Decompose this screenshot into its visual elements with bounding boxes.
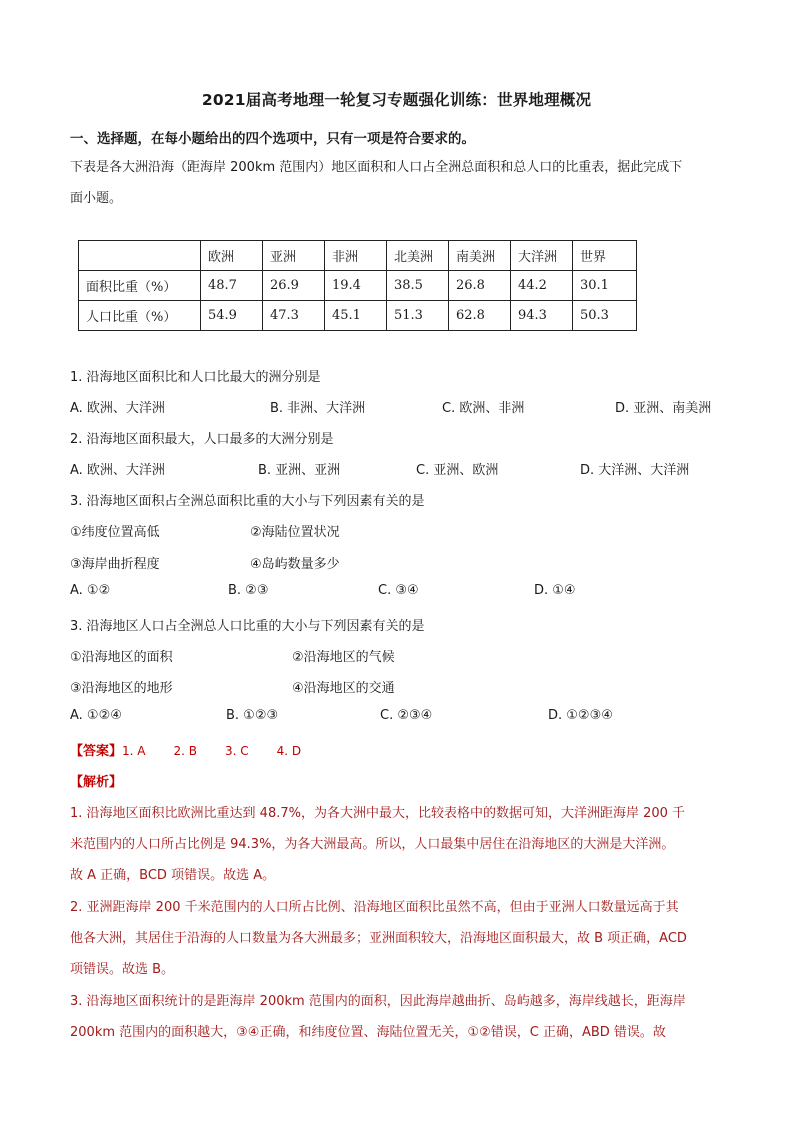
table-header-cell: 非洲: [325, 241, 387, 271]
table-cell: 面积比重（%）: [79, 271, 201, 301]
table-header-cell: 世界: [573, 241, 637, 271]
answer-label: 【答案】: [70, 744, 123, 759]
answer-4: 4. D: [276, 744, 302, 758]
intro-text-line-1: 下表是各大洲沿海（距海岸 200km 范围内）地区面积和人口占全洲总面积和总人口的比重表，据此完成下: [70, 160, 683, 175]
explanation-3-line-1: 3. 沿海地区面积统计的是距海岸 200km 范围内的面积，因此海岸越曲折、岛屿越多，海岸线越长，距海岸: [70, 994, 686, 1009]
question-2-option-b: B. 亚洲、亚洲: [258, 463, 341, 478]
table-row: [79, 271, 637, 301]
table-cell: 50.3: [573, 301, 637, 331]
table-header-cell: 南美洲: [449, 241, 511, 271]
question-4-factor-1: ①沿海地区的面积: [70, 650, 173, 665]
question-3-stem: 3. 沿海地区面积占全洲总面积比重的大小与下列因素有关的是: [70, 494, 425, 509]
question-4-factor-4: ④沿海地区的交通: [292, 681, 395, 696]
table-header-cell: 亚洲: [263, 241, 325, 271]
question-3-factor-1: ①纬度位置高低: [70, 525, 160, 540]
data-table: [78, 240, 637, 331]
explanation-1-line-1: 1. 沿海地区面积比欧洲比重达到 48.7%，为各大洲中最大，比较表格中的数据可知，大洋洲距海岸 200 千: [70, 806, 686, 821]
table-cell: 44.2: [511, 271, 573, 301]
table-cell: 26.9: [263, 271, 325, 301]
question-3-factor-2: ②海陆位置状况: [250, 525, 340, 540]
question-2-option-d: D. 大洋洲、大洋洲: [580, 463, 690, 478]
answer-line: [70, 740, 301, 759]
question-1-option-a: A. 欧洲、大洋洲: [70, 401, 165, 416]
question-4-factor-2: ②沿海地区的气候: [292, 650, 395, 665]
answer-2: 2. B: [173, 744, 197, 758]
question-4-option-d: D. ①②③④: [548, 708, 613, 723]
answer-1: 1. A: [122, 744, 146, 758]
answer-3: 3. C: [225, 744, 249, 758]
question-2-option-a: A. 欧洲、大洋洲: [70, 463, 165, 478]
question-4-factor-3: ③沿海地区的地形: [70, 681, 173, 696]
question-3-option-a: A. ①②: [70, 583, 111, 598]
question-2-stem: 2. 沿海地区面积最大，人口最多的大洲分别是: [70, 432, 334, 447]
table-cell: 51.3: [387, 301, 449, 331]
section-heading: 一、选择题，在每小题给出的四个选项中，只有一项是符合要求的。: [70, 131, 475, 147]
analysis-label: 【解析】: [70, 775, 123, 790]
table-header-row: [79, 241, 637, 271]
question-1-option-b: B. 非洲、大洋洲: [270, 401, 366, 416]
table-header-cell: 大洋洲: [511, 241, 573, 271]
table-cell: 30.1: [573, 271, 637, 301]
table-cell: 19.4: [325, 271, 387, 301]
table-header-cell: 欧洲: [201, 241, 263, 271]
explanation-2-line-3: 项错误。故选 B。: [70, 962, 175, 977]
question-4-option-a: A. ①②④: [70, 708, 122, 723]
document-title: 2021届高考地理一轮复习专题强化训练：世界地理概况: [201, 91, 592, 109]
question-3-option-c: C. ③④: [378, 583, 419, 598]
table-cell: 62.8: [449, 301, 511, 331]
question-1-stem: 1. 沿海地区面积比和人口比最大的洲分别是: [70, 370, 321, 385]
table-header-cell: [79, 241, 201, 271]
question-3-option-d: D. ①④: [534, 583, 576, 598]
question-1-option-d: D. 亚洲、南美洲: [615, 401, 712, 416]
explanation-2-line-1: 2. 亚洲距海岸 200 千米范围内的人口所占比例、沿海地区面积比虽然不高，但由于亚洲人口数量远高于其: [70, 900, 679, 915]
intro-text-line-2: 面小题。: [70, 191, 123, 206]
explanation-1-line-2: 米范围内的人口所占比例是 94.3%，为各大洲最高。所以，人口最集中居住在沿海地区的大洲是大洋洲。: [70, 837, 675, 852]
table-row: [79, 301, 637, 331]
table-cell: 54.9: [201, 301, 263, 331]
explanation-3-line-2: 200km 范围内的面积越大，③④正确，和纬度位置、海陆位置无关，①②错误，C 正确，ABD 错误。故: [70, 1025, 666, 1040]
table-cell: 38.5: [387, 271, 449, 301]
question-4-stem: 3. 沿海地区人口占全洲总人口比重的大小与下列因素有关的是: [70, 619, 425, 634]
table-cell: 47.3: [263, 301, 325, 331]
table-cell: 48.7: [201, 271, 263, 301]
explanation-2-line-2: 他各大洲，其居住于沿海的人口数量为各大洲最多；亚洲面积较大，沿海地区面积最大，故 B 项正确，ACD: [70, 931, 687, 946]
table-cell: 94.3: [511, 301, 573, 331]
table-cell: 人口比重（%）: [79, 301, 201, 331]
table-cell: 26.8: [449, 271, 511, 301]
explanation-1-line-3: 故 A 正确，BCD 项错误。故选 A。: [70, 868, 276, 883]
question-3-factor-3: ③海岸曲折程度: [70, 557, 160, 572]
question-2-option-c: C. 亚洲、欧洲: [416, 463, 499, 478]
question-1-option-c: C. 欧洲、非洲: [442, 401, 525, 416]
table-header-cell: 北美洲: [387, 241, 449, 271]
question-4-option-c: C. ②③④: [380, 708, 433, 723]
table-cell: 45.1: [325, 301, 387, 331]
question-4-option-b: B. ①②③: [226, 708, 279, 723]
question-3-option-b: B. ②③: [228, 583, 269, 598]
question-3-factor-4: ④岛屿数量多少: [250, 557, 340, 572]
